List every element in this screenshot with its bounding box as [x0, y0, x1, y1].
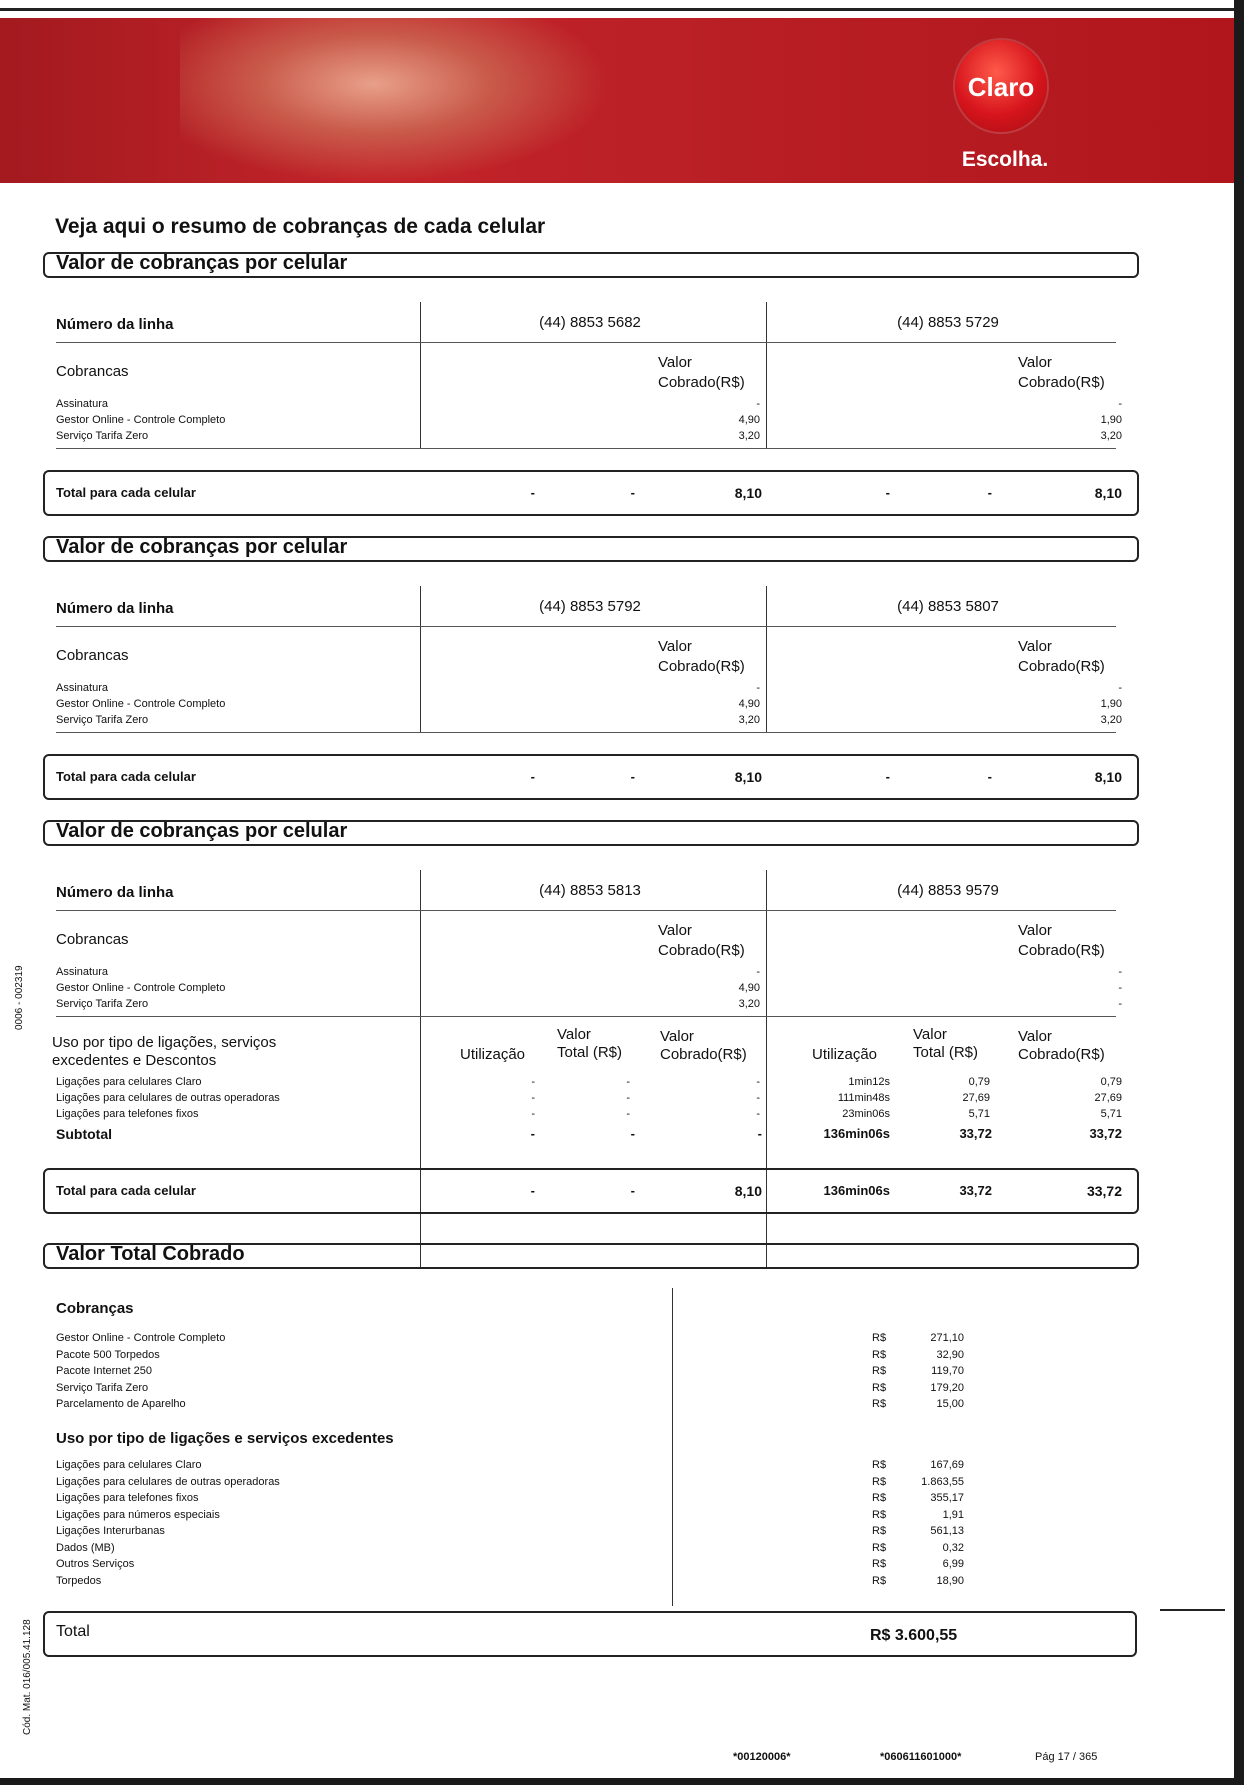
total-label: Total para cada celular [56, 485, 196, 500]
total-a-1: - [530, 485, 535, 500]
usage-item: Ligações para telefones fixos [56, 1108, 199, 1120]
subtotal-b-util: 136min06s [823, 1126, 890, 1141]
total-b-3: 8,10 [1094, 485, 1122, 501]
valor-label-a: Valor [658, 922, 692, 939]
charge-item: Serviço Tarifa Zero [56, 430, 149, 442]
grand-total-box [43, 1611, 1137, 1657]
currency: R$ [872, 1525, 887, 1537]
section-title: Valor de cobranças por celular [56, 536, 348, 558]
usage-label: Uso por tipo de ligações, serviços [52, 1034, 277, 1051]
charge-item: Assinatura [56, 398, 108, 410]
currency: R$ [872, 1492, 887, 1504]
currency: R$ [872, 1398, 887, 1410]
usage-a-cobrado: - [756, 1092, 760, 1104]
usage-b-total: 27,69 [962, 1092, 990, 1104]
charge-value-b: 3,20 [1100, 430, 1122, 442]
page-heading: Veja aqui o resumo de cobranças de cada celular [55, 215, 546, 238]
total-b-2: - [987, 485, 992, 500]
usage-a-total: - [626, 1092, 630, 1104]
total-charge-value: 15,00 [936, 1398, 964, 1410]
bottom-rule [0, 1778, 1244, 1785]
footer-code-1: *00120006* [733, 1751, 791, 1763]
valor-label-b-2: Cobrado(R$) [1018, 942, 1105, 959]
valor-label-b: Valor [1018, 922, 1052, 939]
usage-a-cobrado: - [756, 1076, 760, 1088]
usage-a-util: - [531, 1076, 535, 1088]
valor-label-b: Valor [1018, 638, 1052, 655]
usage-a-total: - [626, 1076, 630, 1088]
subtotal-a-total: - [630, 1126, 635, 1141]
column-divider [672, 1288, 673, 1606]
total-usage-value: 6,99 [942, 1558, 964, 1570]
currency: R$ [872, 1475, 887, 1488]
total-a-3: 8,10 [734, 769, 762, 785]
top-rule [0, 8, 1234, 11]
total-usage-item: Ligações para números especiais [56, 1508, 220, 1521]
total-usage-item: Ligações para celulares Claro [56, 1459, 202, 1471]
uso-heading: Uso por tipo de ligações e serviços excedentes [56, 1430, 394, 1447]
line-number-b: (44) 8853 9579 [897, 882, 999, 899]
charge-value-a: - [756, 398, 760, 410]
currency: R$ [872, 1365, 887, 1377]
column-divider [766, 302, 767, 448]
line-number-a: (44) 8853 5792 [539, 598, 641, 615]
total-charge-item: Parcelamento de Aparelho [56, 1398, 186, 1410]
col-valor-total-b-2: Total (R$) [913, 1044, 979, 1061]
col-valor-total-b: Valor [913, 1026, 947, 1043]
charge-value-b: 3,20 [1100, 714, 1122, 726]
tagline: Escolha. [961, 148, 1049, 171]
row-divider [56, 732, 1116, 733]
col-valor-cobrado-b: Valor [1018, 1028, 1052, 1045]
cobrancas-heading: Cobranças [56, 1300, 134, 1317]
total-usage-item: Outros Serviços [56, 1558, 135, 1570]
charge-value-a: - [756, 966, 760, 978]
section-title: Valor de cobranças por celular [56, 820, 348, 842]
valor-label-a-2: Cobrado(R$) [658, 658, 745, 675]
currency: R$ [872, 1558, 887, 1570]
valor-label-b-2: Cobrado(R$) [1018, 658, 1105, 675]
usage-label-2: excedentes e Descontos [52, 1052, 217, 1069]
subtotal-b-total: 33,72 [959, 1126, 992, 1141]
charge-value-b: - [1118, 682, 1122, 694]
usage-item: Ligações para celulares Claro [56, 1076, 202, 1088]
total-a-3: 8,10 [734, 485, 762, 501]
column-divider [420, 586, 421, 732]
charge-item: Gestor Online - Controle Completo [56, 698, 226, 710]
usage-b-total: 5,71 [968, 1108, 990, 1120]
total-usage-value: 18,90 [936, 1574, 964, 1587]
usage-a-cobrado: - [756, 1108, 760, 1120]
line-number-a: (44) 8853 5813 [539, 882, 641, 899]
usage-b-cobrado: 0,79 [1100, 1076, 1122, 1088]
total-a-1: - [530, 769, 535, 784]
total-usage-item: Torpedos [56, 1574, 102, 1587]
col-valor-cobrado-b-2: Cobrado(R$) [1018, 1046, 1105, 1063]
column-divider [766, 586, 767, 732]
total-b-3: 33,72 [1086, 1183, 1122, 1199]
charge-value-a: 3,20 [738, 998, 760, 1010]
cobrancas-label: Cobrancas [56, 931, 129, 948]
subtotal-a-cobrado: - [757, 1126, 762, 1141]
charge-value-b: - [1118, 982, 1122, 994]
total-charge-item: Pacote 500 Torpedos [56, 1348, 160, 1361]
total-b-1: 136min06s [823, 1183, 890, 1198]
total-b-1: - [885, 485, 890, 500]
section-title: Valor de cobranças por celular [56, 252, 348, 274]
subtotal-label: Subtotal [56, 1126, 112, 1142]
line-number-label: Número da linha [56, 316, 174, 333]
total-a-2: - [630, 769, 635, 784]
line-number-b: (44) 8853 5807 [897, 598, 999, 615]
total-usage-value: 0,32 [942, 1541, 964, 1554]
row-divider [56, 626, 1116, 627]
total-b-2: - [987, 769, 992, 784]
total-b-2: 33,72 [959, 1183, 992, 1198]
total-usage-item: Ligações para telefones fixos [56, 1492, 199, 1504]
charge-item: Assinatura [56, 682, 108, 694]
currency: R$ [872, 1541, 887, 1554]
charge-value-a: 3,20 [738, 430, 760, 442]
charge-value-a: 4,90 [738, 982, 760, 994]
col-valor-cobrado-a-2: Cobrado(R$) [660, 1046, 747, 1063]
charge-value-b: - [1118, 998, 1122, 1010]
usage-a-util: - [531, 1092, 535, 1104]
total-a-2: - [630, 1183, 635, 1198]
total-usage-item: Ligações Interurbanas [56, 1525, 165, 1537]
logo-text: Claro [967, 72, 1035, 102]
charge-item: Gestor Online - Controle Completo [56, 414, 226, 426]
valor-label-a: Valor [658, 354, 692, 371]
usage-a-total: - [626, 1108, 630, 1120]
total-usage-value: 355,17 [930, 1492, 964, 1504]
total-a-3: 8,10 [734, 1183, 762, 1199]
usage-item: Ligações para celulares de outras operadoras [56, 1092, 280, 1104]
cobrancas-label: Cobrancas [56, 647, 129, 664]
total-charge-value: 179,20 [930, 1381, 964, 1394]
valor-label-b-2: Cobrado(R$) [1018, 374, 1105, 391]
charge-item: Assinatura [56, 966, 108, 978]
charge-item: Gestor Online - Controle Completo [56, 982, 226, 994]
subtotal-a-util: - [530, 1126, 535, 1141]
usage-b-util: 1min12s [848, 1076, 890, 1088]
grand-total-label: Total [56, 1623, 90, 1640]
line-number-label: Número da linha [56, 884, 174, 901]
total-charge-item: Serviço Tarifa Zero [56, 1381, 149, 1394]
subtotal-b-cobrado: 33,72 [1089, 1126, 1122, 1141]
total-usage-value: 167,69 [930, 1459, 964, 1471]
row-divider [56, 1016, 1116, 1017]
total-b-1: - [885, 769, 890, 784]
charge-value-b: - [1118, 398, 1122, 410]
charge-value-b: 1,90 [1100, 414, 1122, 426]
usage-b-util: 23min06s [842, 1108, 890, 1120]
total-label: Total para cada celular [56, 769, 196, 784]
line-number-b: (44) 8853 5729 [897, 314, 999, 331]
currency: R$ [872, 1348, 887, 1361]
total-charge-value: 271,10 [930, 1332, 964, 1344]
grand-total-value: R$ 3.600,55 [870, 1627, 958, 1644]
charge-value-a: 3,20 [738, 714, 760, 726]
total-b-3: 8,10 [1094, 769, 1122, 785]
charge-value-a: 4,90 [738, 414, 760, 426]
total-charge-item: Gestor Online - Controle Completo [56, 1332, 226, 1344]
side-code-top: 0006 - 002319 [14, 965, 25, 1030]
usage-b-util: 111min48s [837, 1092, 890, 1104]
total-a-1: - [530, 1183, 535, 1198]
total-charge-value: 32,90 [936, 1348, 964, 1361]
valor-total-title: Valor Total Cobrado [56, 1243, 245, 1265]
page-number: Pág 17 / 365 [1035, 1751, 1098, 1763]
line-number-a: (44) 8853 5682 [539, 314, 641, 331]
col-utilizacao-a: Utilização [460, 1046, 526, 1063]
usage-a-util: - [531, 1108, 535, 1120]
charge-item: Serviço Tarifa Zero [56, 714, 149, 726]
currency: R$ [872, 1459, 887, 1471]
total-label: Total para cada celular [56, 1183, 196, 1198]
total-usage-item: Dados (MB) [56, 1541, 115, 1554]
total-usage-value: 1.863,55 [921, 1475, 964, 1488]
total-charge-item: Pacote Internet 250 [56, 1365, 153, 1377]
cobrancas-label: Cobrancas [56, 363, 129, 380]
charge-value-a: 4,90 [738, 698, 760, 710]
usage-b-total: 0,79 [968, 1076, 990, 1088]
footer-code-2: *060611601000* [880, 1751, 962, 1763]
currency: R$ [872, 1381, 887, 1394]
column-divider [420, 302, 421, 448]
total-usage-item: Ligações para celulares de outras operadoras [56, 1475, 280, 1488]
row-divider [56, 448, 1116, 449]
charge-value-a: - [756, 682, 760, 694]
charge-value-b: 1,90 [1100, 698, 1122, 710]
col-valor-total-a: Valor [557, 1026, 591, 1043]
scan-edge [1234, 0, 1244, 1785]
currency: R$ [872, 1332, 887, 1344]
charge-item: Serviço Tarifa Zero [56, 998, 149, 1010]
margin-mark [1160, 1609, 1225, 1611]
row-divider [56, 342, 1116, 343]
side-code-bottom: Cód. Mat. 016/005.41.128 [22, 1619, 33, 1735]
currency: R$ [872, 1508, 887, 1521]
col-utilizacao-b: Utilização [812, 1046, 878, 1063]
row-divider [56, 910, 1116, 911]
total-a-2: - [630, 485, 635, 500]
currency: R$ [872, 1574, 887, 1587]
valor-label-b: Valor [1018, 354, 1052, 371]
valor-label-a-2: Cobrado(R$) [658, 942, 745, 959]
total-usage-value: 1,91 [942, 1508, 964, 1521]
line-number-label: Número da linha [56, 600, 174, 617]
total-charge-value: 119,70 [931, 1365, 964, 1377]
header-photo [180, 18, 610, 183]
usage-b-cobrado: 27,69 [1094, 1092, 1122, 1104]
usage-b-cobrado: 5,71 [1100, 1108, 1122, 1120]
valor-label-a-2: Cobrado(R$) [658, 374, 745, 391]
valor-label-a: Valor [658, 638, 692, 655]
col-valor-total-a-2: Total (R$) [557, 1044, 623, 1061]
col-valor-cobrado-a: Valor [660, 1028, 694, 1045]
charge-value-b: - [1118, 966, 1122, 978]
total-usage-value: 561,13 [930, 1525, 964, 1537]
